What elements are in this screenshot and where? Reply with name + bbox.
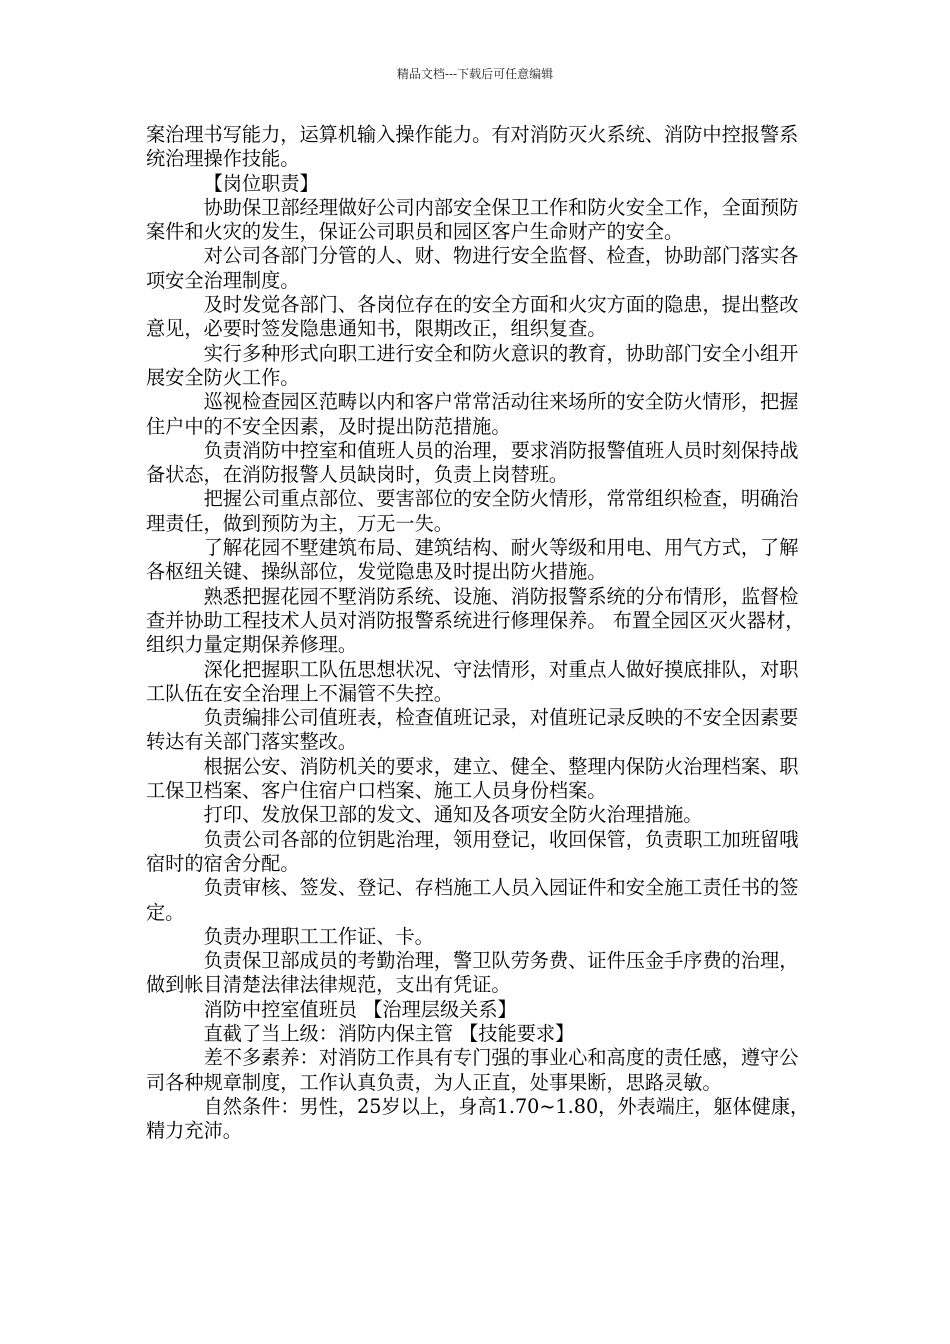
paragraph: 巡视检查园区范畴以内和客户常常活动往来场所的安全防火情形，把握住户中的不安全因素，及时提出防范措施。 xyxy=(146,390,799,438)
paragraph: 负责办理职工工作证、卡。 xyxy=(203,924,434,948)
paragraph: 及时发觉各部门、各岗位存在的安全方面和火灾方面的隐患，提出整改意见，必要时签发隐患通知书，限期改正，组织复查。 xyxy=(146,293,799,341)
paragraph: 了解花园不墅建筑布局、建筑结构、耐火等级和用电、用气方式，了解各枢纽关键、操纵部位，发觉隐患及时提出防火措施。 xyxy=(146,536,799,584)
paragraph: 负责消防中控室和值班人员的治理，要求消防报警值班人员时刻保持战备状态，在消防报警人员缺岗时，负责上岗替班。 xyxy=(146,438,799,487)
paragraph: 对公司各部门分管的人、财、物进行安全监督、检查，协助部门落实各项安全治理制度。 xyxy=(146,244,799,292)
paragraph: 负责保卫部成员的考勤治理，警卫队劳务费、证件压金手序费的治理，做到帐目清楚法律法律规范，支出有凭证。 xyxy=(146,949,799,997)
section-heading: 消防中控室值班员 【治理层级关系】 xyxy=(203,997,517,1021)
paragraph: 差不多素养：对消防工作具有专门强的事业心和高度的责任感，遵守公司各种规章制度，工作认真负责，为人正直，处事果断，思路灵敏。 xyxy=(146,1046,799,1094)
paragraph: 深化把握职工队伍思想状况、守法情形，对重点人做好摸底排队，对职工队伍在安全治理上不漏管不失控。 xyxy=(146,657,799,705)
section-heading: 直截了当上级：消防内保主管 【技能要求】 xyxy=(203,1021,575,1045)
paragraph: 负责编排公司值班表，检查值班记录，对值班记录反映的不安全因素要转达有关部门落实整改。 xyxy=(146,706,799,754)
paragraph: 打印、发放保卫部的发文、通知及各项安全防火治理措施。 xyxy=(203,803,703,827)
paragraph: 实行多种形式向职工进行安全和防火意识的教育，协助部门安全小组开展安全防火工作。 xyxy=(146,341,799,389)
paragraph: 自然条件：男性，25岁以上，身高1.70~1.80，外表端庄，躯体健康，精力充沛。 xyxy=(146,1094,810,1143)
paragraph: 根据公安、消防机关的要求，建立、健全、整理内保防火治理档案、职工保卫档案、客户住宿户口档案、施工人员身份档案。 xyxy=(146,754,799,803)
paragraph: 把握公司重点部位、要害部位的安全防火情形，常常组织检查，明确治理责任，做到预防为主，万无一失。 xyxy=(146,487,799,535)
document-body xyxy=(146,123,814,1143)
page-header: 精品文档---下载后可任意编辑 xyxy=(396,67,554,81)
paragraph: 负责审核、签发、登记、存档施工人员入园证件和安全施工责任书的签定。 xyxy=(146,876,799,924)
section-heading: 【岗位职责】 xyxy=(203,171,319,195)
paragraph: 协助保卫部经理做好公司内部安全保卫工作和防火安全工作，全面预防案件和火灾的发生，保证公司职员和园区客户生命财产的安全。 xyxy=(146,195,799,244)
paragraph: 负责公司各部的位钥匙治理，领用登记，收回保管，负责职工加班留哦宿时的宿舍分配。 xyxy=(146,827,799,875)
paragraph: 熟悉把握花园不墅消防系统、设施、消防报警系统的分布情形，监督检查并协助工程技术人员对消防报警系统进行修理保养。 布置全园区灭火器材，组织力量定期保养修理。 xyxy=(146,584,805,657)
paragraph: 案治理书写能力，运算机输入操作能力。有对消防灭火系统、消防中控报警系统治理操作技能。 xyxy=(146,123,799,171)
